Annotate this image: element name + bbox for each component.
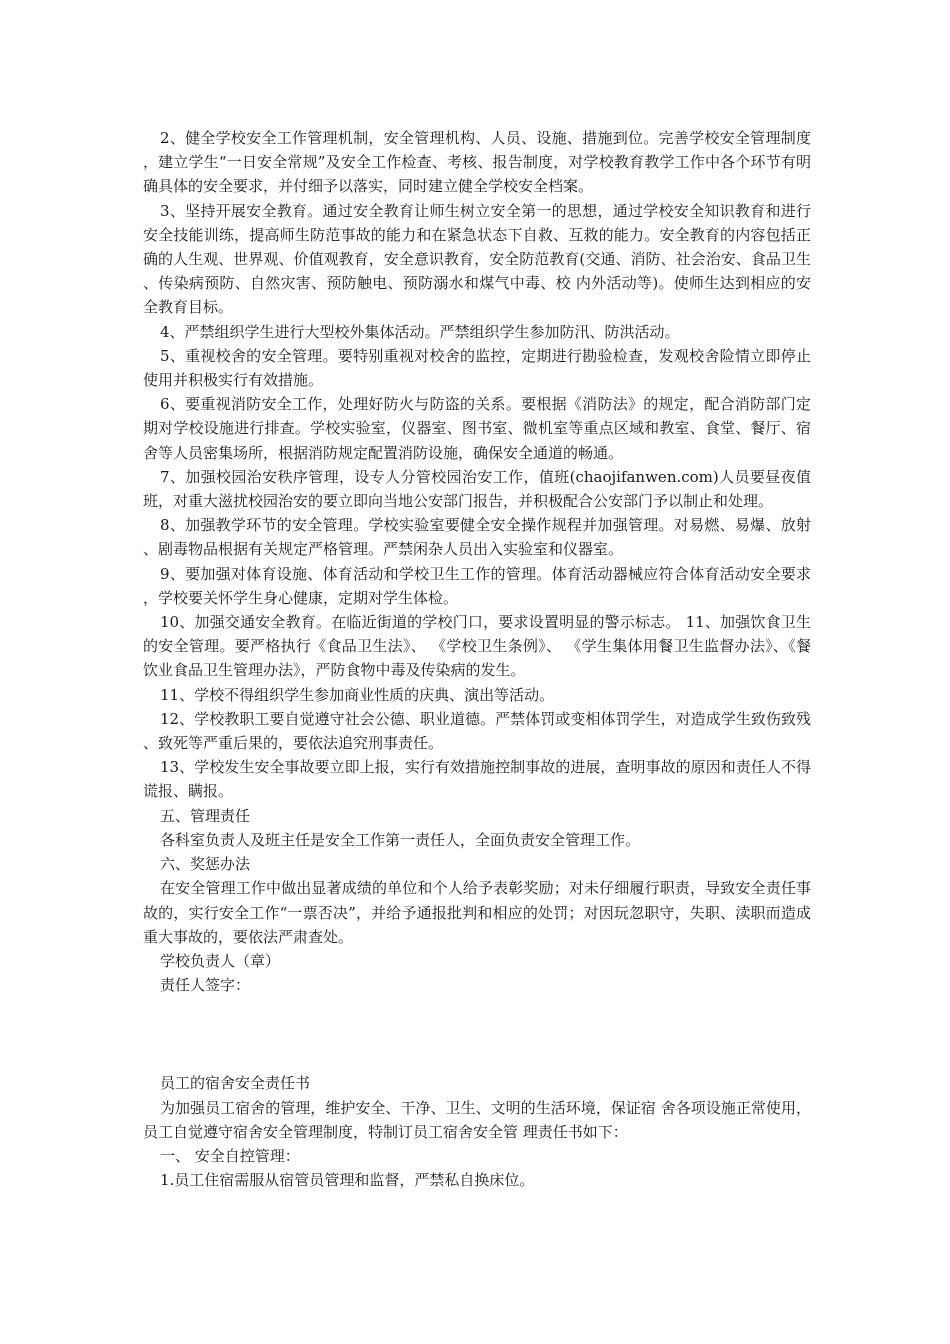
dormitory-safety-section: [143, 1071, 811, 1192]
signature-line: 责任人签字：: [160, 976, 251, 995]
dormitory-intro: 为加强员工宿舍的管理，维护安全、干净、卫生、文明的生活环境，保证宿 舍各项设施正常使用， 员工自觉遵守宿舍安全管理制度，特制订员工宿舍安全管 理责任书如下：: [143, 1098, 811, 1141]
dormitory-title: 员工的宿舍安全责任书: [160, 1074, 311, 1093]
school-safety-section: [143, 126, 811, 997]
responsibility-text: 各科室负责人及班主任是安全工作第一责任人，全面负责安全管理工作。: [160, 830, 641, 849]
paragraph-item-12: 12、学校教职工要自觉遵守社会公德、职业道德。严禁体罚或变相体罚学生，对造成学生致伤致残、致死等严重后果的，要依法追究刑事责任。: [143, 709, 811, 753]
document-body: [143, 126, 811, 1192]
paragraph-item-5: 5、重视校舍的安全管理。要特别重视对校舍的监控，定期进行勘验检查，发观校舍险情立即停止使用并积极实行有效措施。: [143, 346, 811, 390]
paragraph-item-10: 10、加强交通安全教育。在临近街道的学校门口，要求设置明显的警示标志。 11、加强饮食卫生的安全管理。要严格执行《食品卫生法》、 《学校卫生条例》、 《学生集体用餐卫生监督办法》、《餐饮业食品卫生管理办法》，严防食物中毒及传染病的发生。: [143, 613, 811, 680]
paragraph-item-3: 3、坚持开展安全教育。通过安全教育让师生树立安全第一的思想，通过学校安全知识教育和进行安全技能训练，提高师生防范事故的能力和在紧急状态下自救、互救的能力。安全教育的内容包括正确的人生观、世界观、价值观教育，安全意识教育，安全防范教育(交通、消防、社会治安、食品卫生、传染病预防、自然灾害、预防触电、预防溺水和煤气中毒、校 内外活动等)。使师生达到相应的安全教育目标。: [143, 201, 811, 317]
rewards-text: 在安全管理工作中做出显著成绩的单位和个人给予表彰奖励；对未仔细履行职责，导致安全责任事故的，实行安全工作“一票否决”，并给予通报批判和相应的处罚；对因玩忽职守，失职、渎职而造成重大事故的，要依法严肃查处。: [143, 879, 811, 946]
school-leader-seal-line: 学校负责人（章）: [160, 951, 281, 970]
paragraph-item-11: 11、学校不得组织学生参加商业性质的庆典、演出等活动。: [160, 685, 555, 704]
paragraph-item-13: 13、学校发生安全事故要立即上报，实行有效措施控制事故的进展，查明事故的原因和责任人不得谎报、瞒报。: [143, 758, 811, 801]
section-heading-rewards: 六、奖惩办法: [160, 855, 251, 874]
paragraph-item-6: 6、要重视消防安全工作，处理好防火与防盗的关系。要根据《消防法》的规定，配合消防部门定期对学校设施进行排查。学校实验室，仪器室、图书室、微机室等重点区域和教室、食堂、餐厅、宿舍等人员密集场所，根据消防规定配置消防设施，确保安全通道的畅通。: [143, 395, 811, 462]
paragraph-item-9: 9、要加强对体育设施、体育活动和学校卫生工作的管理。体育活动器械应符合体育活动安全要求，学校要关怀学生身心健康，定期对学生体检。: [143, 564, 811, 607]
paragraph-item-4: 4、严禁组织学生进行大型校外集体活动。严禁组织学生参加防汛、防洪活动。: [160, 322, 680, 341]
paragraph-item-2: 2、健全学校安全工作管理机制，安全管理机构、人员、设施、措施到位。完善学校安全管理制度，建立学生“一日安全常规”及安全工作检查、考核、报告制度，对学校教育教学工作中各个环节有明确具体的安全要求，并付细予以落实，同时建立健全学校安全档案。: [143, 129, 811, 196]
paragraph-item-7: 7、加强校园治安秩序管理，设专人分管校园治安工作，值班(chaojifanwen.com)人员要昼夜值班，对重大滋扰校园治安的要立即向当地公安部门报告，并积极配合公安部门予以制止和处理。: [143, 467, 811, 511]
dormitory-heading-self-control: 一、 安全自控管理：: [160, 1146, 300, 1165]
section-heading-responsibility: 五、管理责任: [160, 806, 251, 825]
section-gap: [143, 997, 811, 1071]
paragraph-item-8: 8、加强教学环节的安全管理。学校实验室要健全安全操作规程并加强管理。对易燃、易爆、放射、剧毒物品根据有关规定严格管理。严禁闲杂人员出入实验室和仪器室。: [143, 516, 811, 559]
dormitory-rule-1: 1.员工住宿需服从宿管员管理和监督，严禁私自换床位。: [160, 1171, 535, 1190]
